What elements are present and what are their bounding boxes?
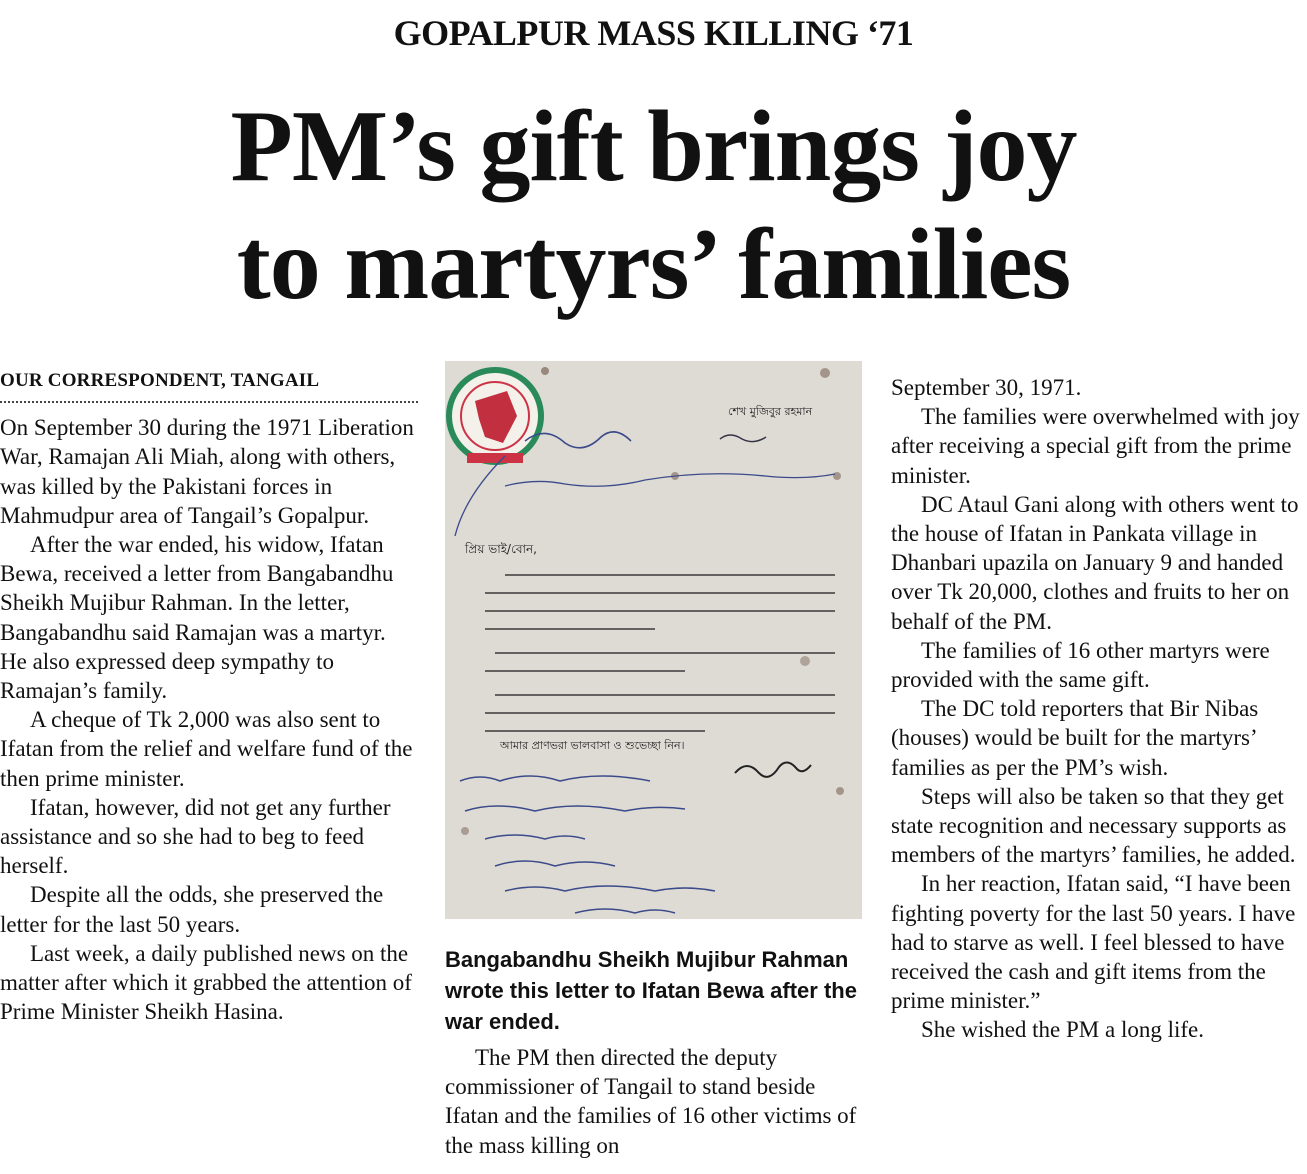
paragraph: After the war ended, his widow, Ifatan Bewa, received a letter from Bangabandhu Sheikh Mujibur Rahman. In the letter, Bangabandhu said Ramajan was a martyr. He also expressed deep sympathy to Ramajan’s family. — [0, 532, 394, 704]
byline: OUR CORRESPONDENT, TANGAIL — [0, 366, 418, 403]
letter-image — [445, 361, 862, 919]
headline-line-2: to martyrs’ families — [236, 208, 1071, 321]
letterhead-name: শেখ মুজিবুর রহমান — [728, 405, 813, 418]
paragraph: In her reaction, Ifatan said, “I have been fighting poverty for the last 50 years. I have had to starve as well. I feel blessed to have received the cash and gift items from the prime minister.” — [891, 871, 1296, 1014]
paragraph: She wished the PM a long life. — [921, 1017, 1204, 1043]
paragraph: The families were overwhelmed with joy after receiving a special gift from the prime minister. — [891, 404, 1300, 488]
paragraph: Despite all the odds, she preserved the letter for the last 50 years. — [0, 882, 384, 937]
paragraph: DC Ataul Gani along with others went to the house of Ifatan in Pankata village in Dhanbari upazila on January 9 and handed over Tk 20,000, clothes and fruits to her on behalf of the PM. — [891, 491, 1299, 634]
government-seal — [449, 370, 541, 463]
section-kicker: GOPALPUR MASS KILLING ‘71 — [393, 13, 914, 53]
paragraph: Last week, a daily published news on the matter after which it grabbed the attention of Prime Minister Sheikh Hasina. — [0, 940, 412, 1025]
paragraph: Ifatan, however, did not get any further assistance and so she had to beg to feed herself. — [0, 794, 391, 879]
closing-line: আমার প্রাণভরা ভালবাসা ও শুভেচ্ছা নিন। — [500, 739, 685, 752]
photo-caption: Bangabandhu Sheikh Mujibur Rahman wrote this letter to Ifatan Bewa after the war ended. — [445, 947, 857, 1034]
letter-photo — [445, 361, 862, 919]
paragraph: The PM then directed the deputy commissioner of Tangail to stand beside Ifatan and the families of 16 other victims of the mass killing on — [445, 1045, 857, 1158]
article-column-1 — [0, 366, 418, 1026]
paragraph: A cheque of Tk 2,000 was also sent to Ifatan from the relief and welfare fund of the then prime minister. — [0, 707, 413, 791]
paragraph: On September 30 during the 1971 Liberation War, Ramajan Ali Miah, along with others, was killed by the Pakistani forces in Mahmudpur area of Tangail’s Gopalpur. — [0, 415, 414, 528]
paragraph: The DC told reporters that Bir Nibas (houses) would be built for the martyrs’ families as per the PM’s wish. — [891, 696, 1259, 780]
headline — [0, 88, 1307, 324]
article-column-2 — [445, 1043, 863, 1160]
paragraph: Steps will also be taken so that they get state recognition and necessary supports as members of the martyrs’ families, he added. — [891, 783, 1296, 868]
article-column-3 — [891, 373, 1307, 1045]
salutation: প্রিয় ভাই/বোন, — [465, 542, 537, 556]
paragraph: The families of 16 other martyrs were provided with the same gift. — [891, 637, 1270, 693]
headline-line-1: PM’s gift brings joy — [230, 90, 1077, 203]
paragraph: September 30, 1971. — [891, 375, 1082, 400]
